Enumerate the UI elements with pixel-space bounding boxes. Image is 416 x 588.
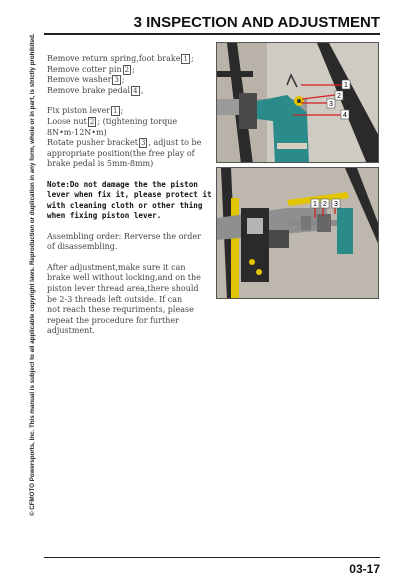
figure2-callout-1: 1	[313, 201, 317, 208]
piston-lever-photo	[216, 167, 379, 299]
remove-step-3: Remove washer 3 ;	[47, 75, 125, 85]
warning-note: Note:Do not damage the the piston lever when fix it, please protect it with cleaning cloth or other thing when fixing piston lever.	[47, 179, 212, 221]
fix-step-3-cont: appropriate position(the free play of	[47, 148, 195, 158]
callout-ref: 3	[140, 139, 146, 148]
remove-step-2: Remove cotter pin 2 ;	[47, 64, 135, 74]
remove-steps	[47, 54, 210, 96]
callout-ref: 2	[89, 117, 95, 126]
copyright-notice: © CFMOTO Powersports, Inc. This manual is subject to all applicable copyright laws. Reproduction or duplication in any form, whole or in part, is strictly prohibited.	[29, 33, 36, 516]
figure2-callout-3: 3	[334, 201, 338, 208]
figure2-callout-2: 2	[323, 201, 327, 208]
figure1-callout-1: 1	[344, 82, 348, 89]
callout-ref: 1	[113, 107, 118, 116]
after-adjustment: After adjustment,make sure it can brake well without locking,and on the piston lever thread area,there should be 2-3 threads left outside. If can not reach these requriments, please repeat the procedure for further adjustment.	[47, 262, 201, 336]
figure1-callout-3: 3	[329, 101, 333, 108]
brake-pedal-illustration	[217, 43, 379, 163]
fix-step-3: Rotate pusher bracket 3 , adjust to be	[47, 138, 202, 148]
callout-ref: 1	[183, 55, 188, 63]
remove-step-1: Remove return spring,foot brake 1 ;	[47, 54, 194, 63]
callout-ref: 2	[124, 65, 130, 74]
assembling-order: Assembling order: Rerverse the order of disassembling.	[47, 231, 201, 252]
fix-step-1: Fix piston lever 1 ;	[47, 106, 124, 116]
callout-ref: 4	[133, 86, 138, 95]
instruction-text	[47, 54, 210, 347]
figure1-callout-2: 2	[337, 93, 341, 100]
fix-step-3-cont: brake pedal is 5mm-8mm)	[47, 159, 154, 169]
piston-lever-illustration	[217, 168, 379, 299]
fix-step-2: Loose nut 2 ; (tightening torque	[47, 116, 178, 126]
page-header-title: 3 INSPECTION AND ADJUSTMENT	[133, 14, 380, 31]
page-number: 03-17	[349, 562, 380, 576]
brake-pedal-photo	[216, 42, 379, 163]
remove-step-4: Remove brake pedal 4 。	[47, 85, 149, 95]
header-divider	[44, 33, 380, 35]
fix-step-2-cont: 8N•m-12N•m)	[47, 127, 107, 137]
fix-steps	[47, 106, 210, 170]
figure1-callout-4: 4	[343, 112, 347, 119]
callout-ref: 3	[114, 76, 119, 85]
footer-divider	[44, 557, 380, 558]
